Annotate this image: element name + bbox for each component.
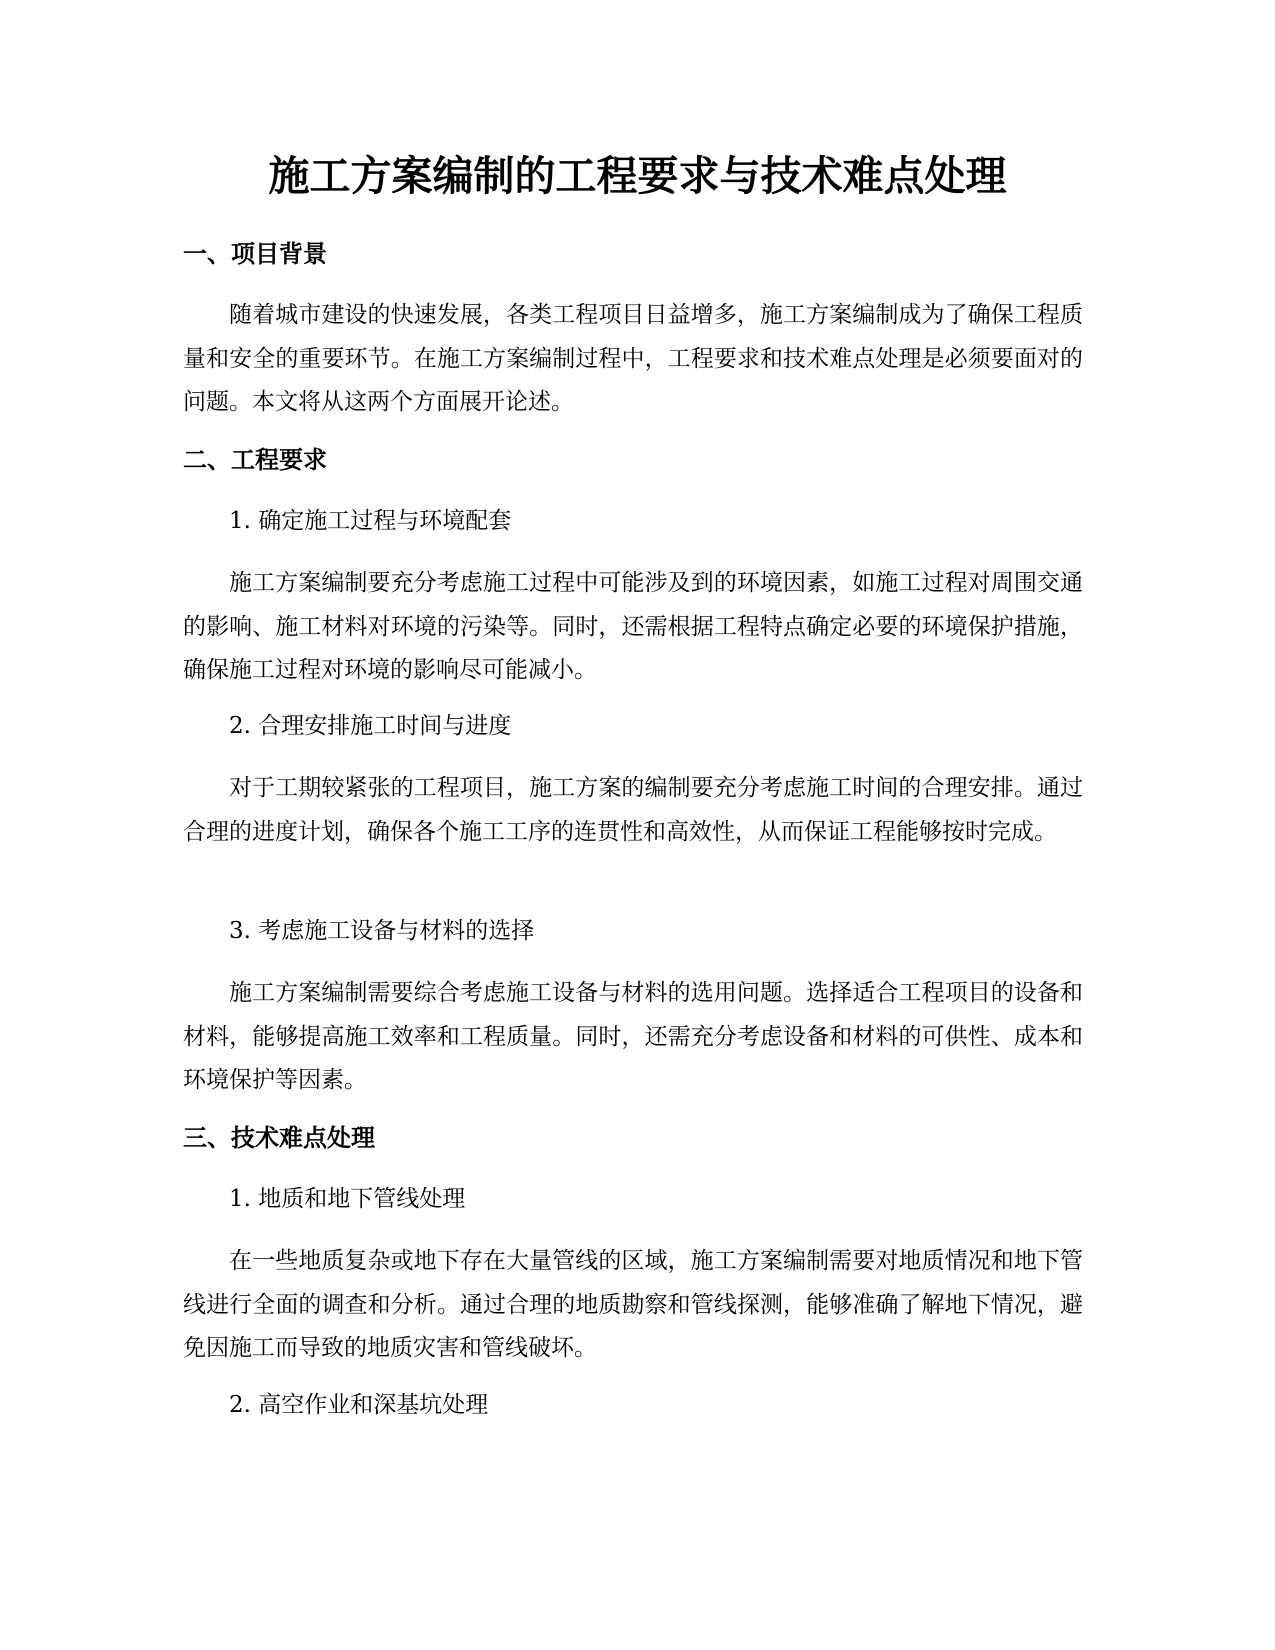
section-heading-technical-difficulties: 三、技术难点处理: [183, 1124, 375, 1152]
section-heading-background: 一、项目背景: [183, 240, 327, 268]
requirement-item-2-label: 2. 合理安排施工时间与进度: [229, 713, 512, 739]
section-heading-engineering-requirements: 二、工程要求: [183, 446, 327, 474]
difficulty-item-2-label: 2. 高空作业和深基坑处理: [229, 1392, 489, 1418]
difficulty-item-1-label: 1. 地质和地下管线处理: [229, 1186, 466, 1212]
background-paragraph: 随着城市建设的快速发展，各类工程项目日益增多，施工方案编制成为了确保工程质量和安全的重要环节。在施工方案编制过程中，工程要求和技术难点处理是必须要面对的问题。本文将从这两个方面展开论述。: [183, 302, 1083, 415]
requirement-item-2-paragraph: 对于工期较紧张的工程项目，施工方案的编制要充分考虑施工时间的合理安排。通过合理的进度计划，确保各个施工工序的连贯性和高效性，从而保证工程能够按时完成。: [183, 775, 1083, 845]
requirement-item-3-paragraph: 施工方案编制需要综合考虑施工设备与材料的选用问题。选择适合工程项目的设备和材料，能够提高施工效率和工程质量。同时，还需充分考虑设备和材料的可供性、成本和环境保护等因素。: [183, 980, 1083, 1093]
requirement-item-1-paragraph: 施工方案编制要充分考虑施工过程中可能涉及到的环境因素，如施工过程对周围交通的影响、施工材料对环境的污染等。同时，还需根据工程特点确定必要的环境保护措施，确保施工过程对环境的影响尽可能减小。: [183, 570, 1083, 683]
difficulty-item-1-paragraph: 在一些地质复杂或地下存在大量管线的区域，施工方案编制需要对地质情况和地下管线进行全面的调查和分析。通过合理的地质勘察和管线探测，能够准确了解地下情况，避免因施工而导致的地质灾害和管线破坏。: [183, 1248, 1083, 1361]
requirement-item-1-label: 1. 确定施工过程与环境配套: [229, 508, 512, 534]
document-title: 施工方案编制的工程要求与技术难点处理: [268, 152, 1007, 200]
requirement-item-3-label: 3. 考虑施工设备与材料的选择: [229, 918, 535, 944]
